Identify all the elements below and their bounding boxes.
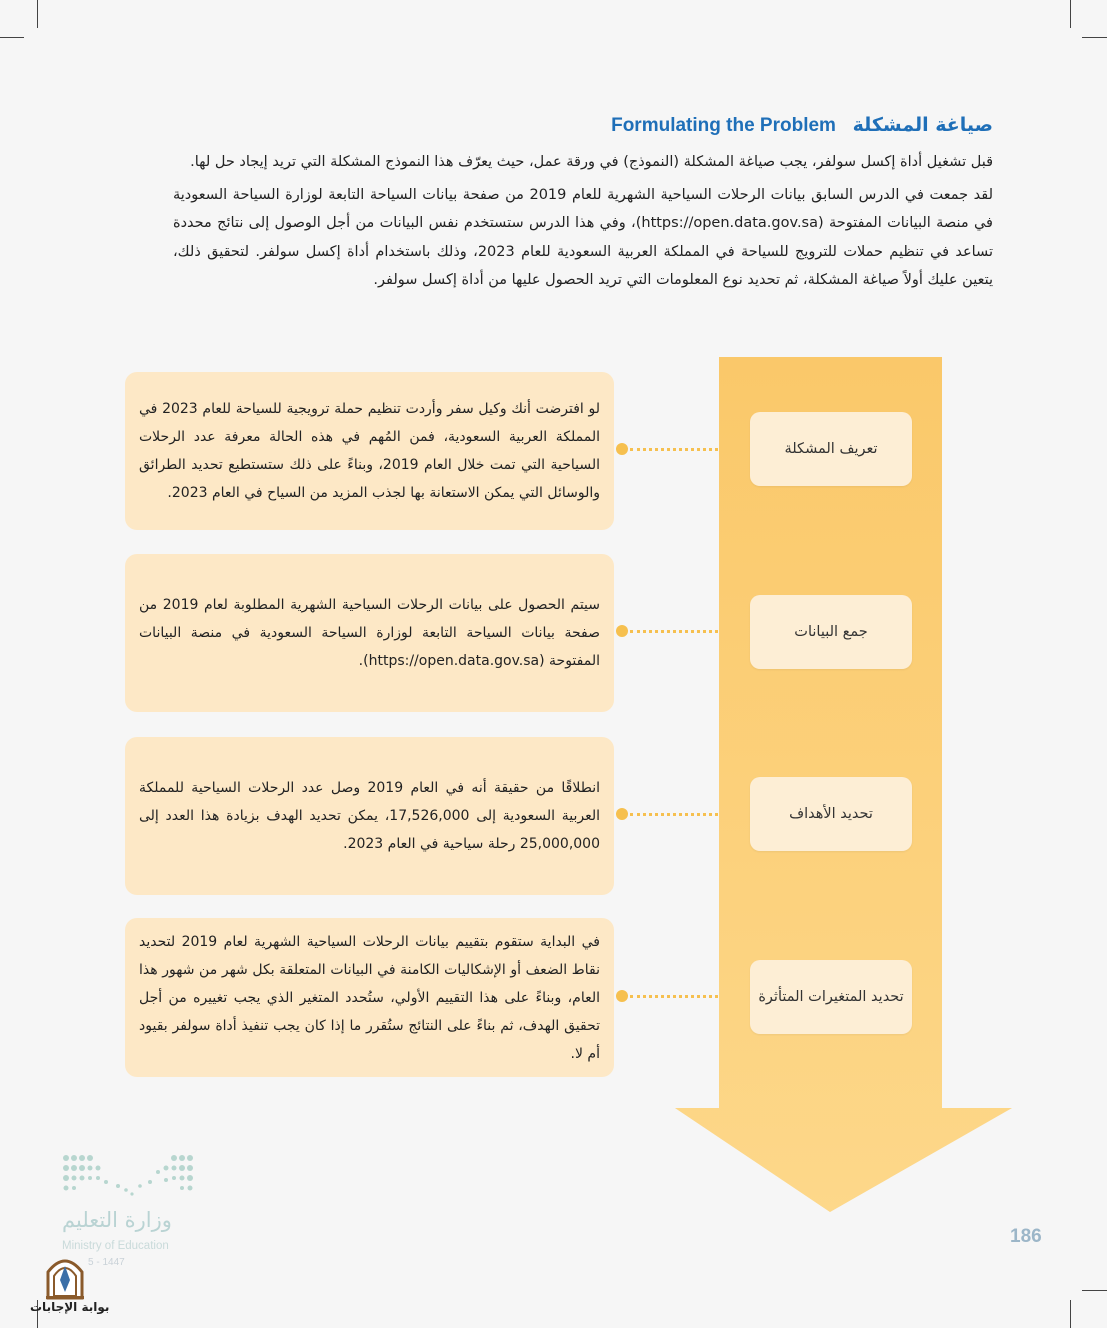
step-label-box xyxy=(750,777,912,851)
portal-logo-icon xyxy=(44,1252,86,1300)
heading-english: Formulating the Problem xyxy=(611,115,836,136)
connector-line xyxy=(630,813,718,816)
connector-dot xyxy=(616,990,628,1002)
ministry-logo-icon xyxy=(60,1152,200,1202)
connector-line xyxy=(630,448,718,451)
step-label-box xyxy=(750,595,912,669)
connector-line xyxy=(630,995,718,998)
portal-label: بوابة الإجابات xyxy=(30,1300,110,1314)
connector-dot xyxy=(616,625,628,637)
step-label: جمع البيانات xyxy=(794,624,868,640)
step-description: لو افترضت أنك وكيل سفر وأردت تنظيم حملة ترويجية للسياحة للعام 2023 في المملكة العربية السعودية، فمن المُهم في هذه الحالة معرفة عدد الرحلات السياحية التي تمت خلال العام 2019، وبناءً على ذلك ستستطيع تحديد الطرائق والوسائل التي يمكن الاستعانة بها لجذب المزيد من السياح في العام 2023. xyxy=(139,401,601,501)
step-label: تحديد الأهداف xyxy=(789,806,873,822)
edition-year: 5 - 1447 xyxy=(88,1257,125,1268)
step-label-box xyxy=(750,412,912,486)
step-description: سيتم الحصول على بيانات الرحلات السياحية الشهرية المطلوبة لعام 2019 من صفحة بيانات السياحة التابعة لوزارة السياحة السعودية في منصة البيانات المفتوحة (https://open.data.gov.sa). xyxy=(139,597,600,669)
page-number: 186 xyxy=(1010,1226,1042,1247)
step-description: في البداية ستقوم بتقييم بيانات الرحلات السياحية الشهرية لعام 2019 لتحديد نقاط الضعف أو الإشكاليات الكامنة في البيانات المتعلقة بكل شهر من شهور هذا العام، وبناءً على هذا التقييم الأولي، ستُحدد المتغير الذي يجب تغييره من أجل تحقيق الهدف، ثم بناءً على النتائج ستُقرر ما إذا كان يجب تنفيذ أداة سولفر بقيود أم لا. xyxy=(139,933,600,1062)
intro-paragraph-2: لقد جمعت في الدرس السابق بيانات الرحلات السياحية الشهرية للعام 2019 من صفحة بيانات السياحة التابعة لوزارة السياحة السعودية في منصة البيانات المفتوحة (https://open.data.gov.sa)، وفي هذا الدرس ستستخدم نفس البيانات من أجل الوصول إلى نتائج محددة تساعد في تنظيم حملات للترويج للسياحة في المملكة العربية السعودية للعام 2023، وذلك باستخدام أداة إكسل سولفر. لتحقيق ذلك، يتعين عليك أولاً صياغة المشكلة، ثم تحديد نوع المعلومات التي تريد الحصول عليها من أداة إكسل سولفر. xyxy=(173,186,993,288)
step-description-box xyxy=(125,918,614,1077)
step-description-box xyxy=(125,554,614,712)
step-label: تحديد المتغيرات المتأثرة xyxy=(758,989,904,1005)
ministry-name-arabic: وزارة التعليم xyxy=(62,1208,172,1232)
step-description-box xyxy=(125,737,614,895)
step-label: تعريف المشكلة xyxy=(784,441,878,457)
connector-dot xyxy=(616,808,628,820)
ministry-name-english: Ministry of Education xyxy=(62,1240,169,1252)
intro-paragraph-1: قبل تشغيل أداة إكسل سولفر، يجب صياغة المشكلة (النموذج) في ورقة عمل، حيث يعرّف هذا النموذج المشكلة التي تريد إيجاد حل لها. xyxy=(190,154,993,170)
step-description-box xyxy=(125,372,614,530)
connector-line xyxy=(630,630,718,633)
connector-dot xyxy=(616,443,628,455)
step-label-box xyxy=(750,960,912,1034)
heading-arabic: صياغة المشكلة xyxy=(852,114,993,136)
step-description: انطلاقًا من حقيقة أنه في العام 2019 وصل عدد الرحلات السياحية للمملكة العربية السعودية إلى 17,526,000، يمكن تحديد الهدف بزيادة هذا العدد إلى 25,000,000 رحلة سياحية في العام 2023. xyxy=(139,780,601,852)
